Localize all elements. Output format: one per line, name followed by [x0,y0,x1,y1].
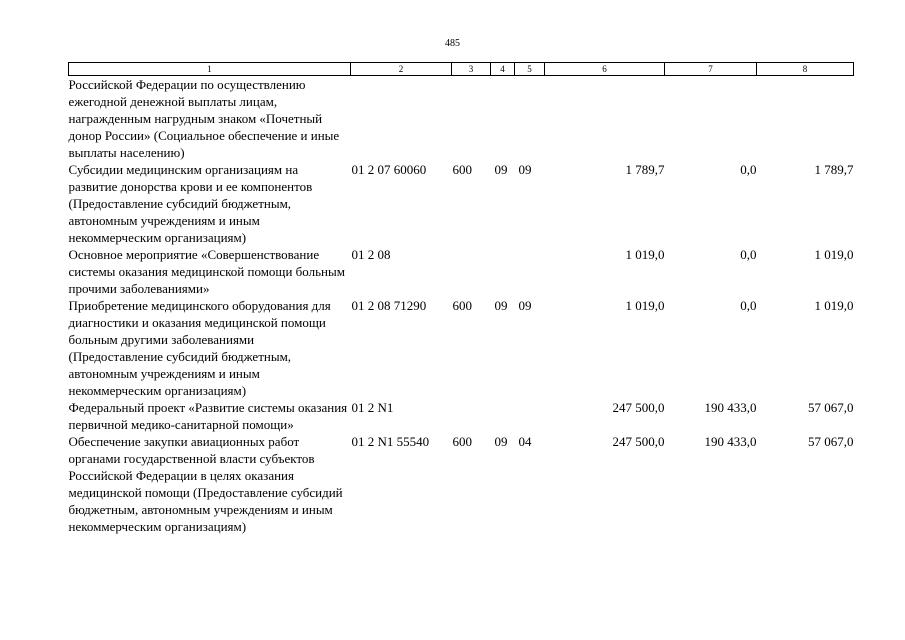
row-regional: 1 019,0 [814,298,854,313]
row-regional: 1 789,7 [814,162,854,177]
row-total: 247 500,0 [612,434,665,449]
column-header: 8 [757,63,854,76]
row-federal: 0,0 [740,247,757,262]
row-section: 09 [494,298,508,313]
table-row [69,433,854,535]
column-header: 4 [491,63,515,76]
row-total: 247 500,0 [612,400,665,415]
row-subsection: 09 [518,162,532,177]
row-federal: 190 433,0 [704,434,757,449]
row-subsection [515,246,545,297]
row-expense-type [452,76,491,162]
row-code: 01 2 N1 55540 [351,434,430,449]
row-code: 01 2 N1 [351,400,394,415]
row-code: 01 2 08 71290 [351,298,427,313]
column-header: 1 [69,63,351,76]
row-federal: 0,0 [740,298,757,313]
row-name: Приобретение медицинского оборудования для диагностики и оказания медицинской помощи больным другими заболеваниями (Предоставление субсидий бюджетным, автономным учреждениям и иным некоммерческим организациям) [68,298,331,398]
row-section: 09 [494,162,508,177]
column-header: 7 [665,63,757,76]
row-subsection [515,76,545,162]
row-code: 01 2 08 [351,247,391,262]
row-section [491,399,515,433]
row-total: 1 019,0 [625,298,665,313]
row-expense-type: 600 [452,162,472,177]
row-expense-type [452,399,491,433]
row-section [491,76,515,162]
row-code: 01 2 07 60060 [351,162,427,177]
row-federal: 0,0 [740,162,757,177]
row-total [545,76,665,162]
page-number: 485 [445,38,460,49]
row-name: Российской Федерации по осуществлению ежегодной денежной выплаты лицам, награжденным нагрудным знаком «Почетный донор России» (Социальное обеспечение и иные выплаты населению) [68,77,340,160]
column-header: 2 [351,63,452,76]
table-row [69,76,854,162]
row-section [491,246,515,297]
row-regional: 1 019,0 [814,247,854,262]
column-header: 3 [452,63,491,76]
row-code [351,76,452,162]
row-name: Субсидии медицинским организациям на развитие донорства крови и ее компонентов (Предоставление субсидий бюджетным, автономным учреждениям и иным некоммерческим организациям) [68,162,313,245]
row-name: Основное мероприятие «Совершенствование системы оказания медицинской помощи больным прочими заболеваниями» [68,247,345,296]
column-header: 6 [545,63,665,76]
row-name: Федеральный проект «Развитие системы оказания первичной медико-санитарной помощи» [68,400,348,432]
row-subsection: 09 [518,298,532,313]
row-total: 1 789,7 [625,162,665,177]
row-expense-type [452,246,491,297]
column-header: 5 [515,63,545,76]
row-expense-type: 600 [452,434,472,449]
row-name: Обеспечение закупки авиационных работ органами государственной власти субъектов Российской Федерации в целях оказания медицинской помощи (Предоставление субсидий бюджетным, автономным учреждениям и иным некоммерческим организациям) [68,434,343,534]
table-row [69,297,854,399]
row-regional [757,76,854,162]
budget-table [68,62,854,535]
row-subsection [515,399,545,433]
row-total: 1 019,0 [625,247,665,262]
table-row [69,246,854,297]
row-federal: 190 433,0 [704,400,757,415]
table-row [69,161,854,246]
table-header-row [69,63,854,76]
row-section: 09 [494,434,508,449]
table-row [69,399,854,433]
row-federal [665,76,757,162]
row-expense-type: 600 [452,298,472,313]
row-regional: 57 067,0 [808,434,854,449]
row-regional: 57 067,0 [808,400,854,415]
row-subsection: 04 [518,434,532,449]
